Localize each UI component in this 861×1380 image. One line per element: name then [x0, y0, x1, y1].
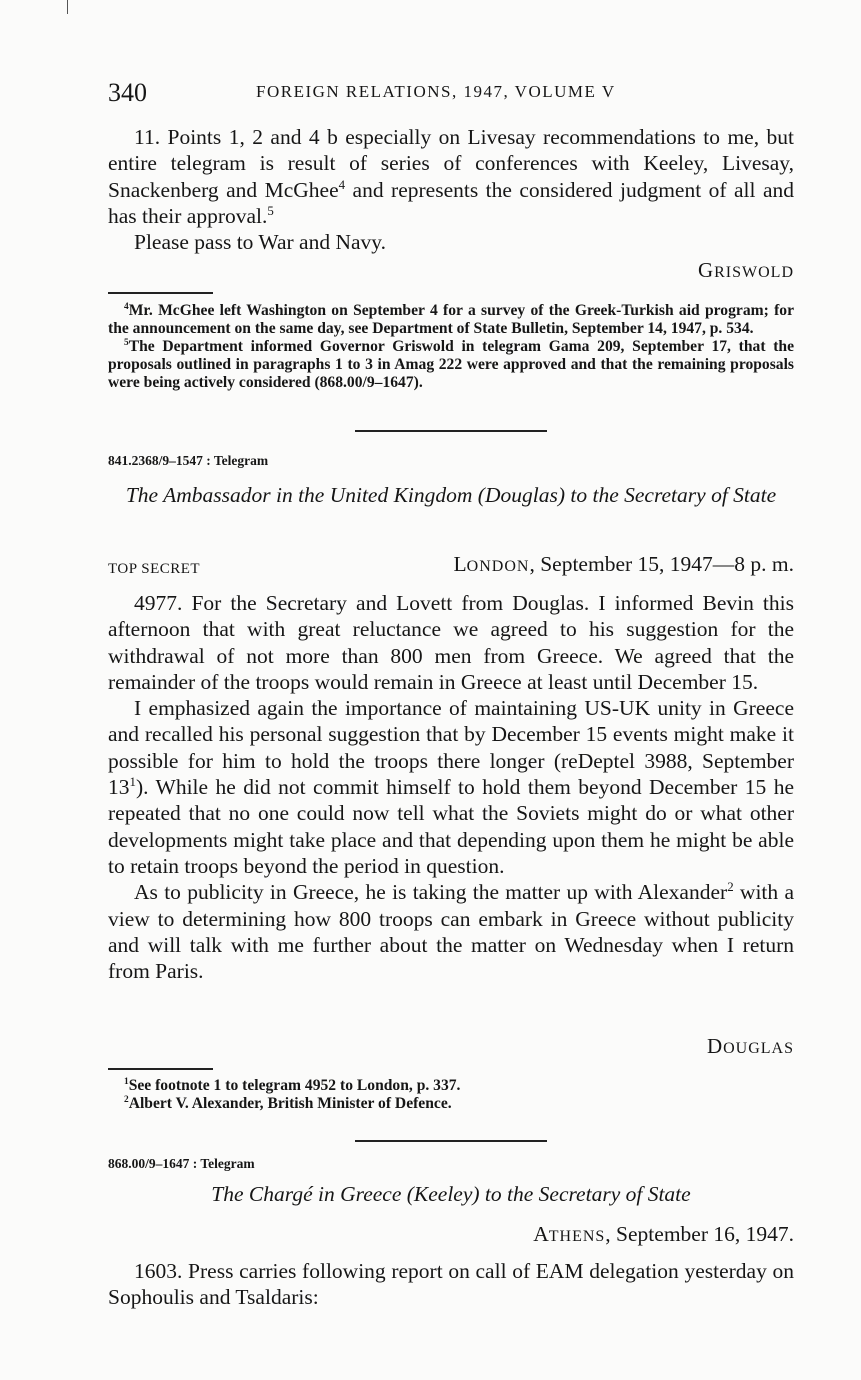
section-divider	[355, 430, 547, 432]
footnote-divider-2	[108, 1068, 213, 1070]
doc2-paragraph-1: 4977. For the Secretary and Lovett from Douglas. I informed Bevin this afternoon that with great reluctance we agreed to his suggestion for the withdrawal of not more than 800 men from Greece. We agreed that the remainder of the troops would remain in Greece at least until December 15.	[108, 591, 794, 694]
doc2-file-reference: 841.2368/9–1547 : Telegram	[108, 453, 269, 468]
doc3-title: The Chargé in Greece (Keeley) to the Secretary of State	[211, 1182, 691, 1206]
footnote-2: $^2$Albert V. Alexander, British Minister of Defence.	[124, 1094, 452, 1112]
footnote-divider	[108, 292, 213, 294]
footnote-ref-2: 2	[727, 880, 734, 895]
doc3-dateline: ATHENS, September 16, 1947.	[533, 1222, 794, 1246]
footnote-1: $^1$See footnote 1 to telegram 4952 to London, p. 337.	[124, 1076, 461, 1094]
doc1-footnotes	[108, 302, 794, 392]
footnote-ref-4: 4	[338, 177, 346, 192]
scan-edge-mark	[67, 0, 68, 14]
doc2-paragraph-3: As to publicity in Greece, he is taking the matter up with Alexander$^2$ with a view to determining how 800 troops can embark in Greece without publicity and will talk with me further about the matter on Wednesday when I return from Paris.	[108, 880, 794, 984]
signature-griswold: GRISWOLD	[697, 258, 794, 282]
page-number: 340	[108, 78, 147, 107]
doc3-file-reference: 868.00/9–1647 : Telegram	[108, 1156, 255, 1171]
section-divider-2	[355, 1140, 547, 1142]
footnote-ref-1: 1	[129, 774, 136, 789]
doc3-paragraph-1: 1603. Press carries following report on call of EAM delegation yesterday on Sophoulis and Tsaldaris:	[108, 1259, 794, 1310]
doc2-paragraph-2: I emphasized again the importance of maintaining US-UK unity in Greece and recalled his personal suggestion that by December 15 events might make it possible for him to hold the troops there longer (reDeptel 3988, September $13^1$). While he did not commit himself to hold them beyond December 15 he repeated that no one could now tell what the Soviets might do or what other developments might take place and that depending upon them he might be able to retain troops beyond the period in question.	[108, 696, 794, 878]
footnote-4: $^4$Mr. McGhee left Washington on September 4 for a survey of the Greek-Turkish aid program; for the announcement on the same day, see Department of State Bulletin, September 14, 1947, p. 534.	[108, 301, 794, 337]
doc2-title: The Ambassador in the United Kingdom (Douglas) to the Secretary of State	[125, 483, 777, 507]
doc3-body	[108, 1258, 794, 1311]
footnote-5: $^5$The Department informed Governor Griswold in telegram Gama 209, September 17, that the proposals outlined in paragraphs 1 to 3 in Amag 222 were approved and that the remaining proposals were being actively considered (868.00/9–1647).	[108, 337, 794, 391]
doc1-body	[108, 124, 794, 255]
doc2-classification: TOP SECRET	[108, 561, 201, 577]
running-head: FOREIGN RELATIONS, 1947, VOLUME V	[256, 82, 616, 101]
footnote-ref-5: 5	[267, 203, 274, 218]
doc1-paragraph-11: 11. Points 1, 2 and 4 b especially on Livesay recommendations to me, but entire telegram is result of series of conferences with Keeley, Livesay, Snackenberg and McGhee$^4$ and represents the considered judgment of all and has their approval.$^5$	[108, 125, 795, 228]
doc2-footnotes	[108, 1077, 794, 1113]
doc2-dateline: LONDON, September 15, 1947—8 p. m.	[453, 552, 794, 576]
signature-douglas: DOUGLAS	[706, 1034, 794, 1058]
doc2-body	[108, 590, 794, 984]
doc1-paragraph-pass: Please pass to War and Navy.	[134, 230, 387, 255]
